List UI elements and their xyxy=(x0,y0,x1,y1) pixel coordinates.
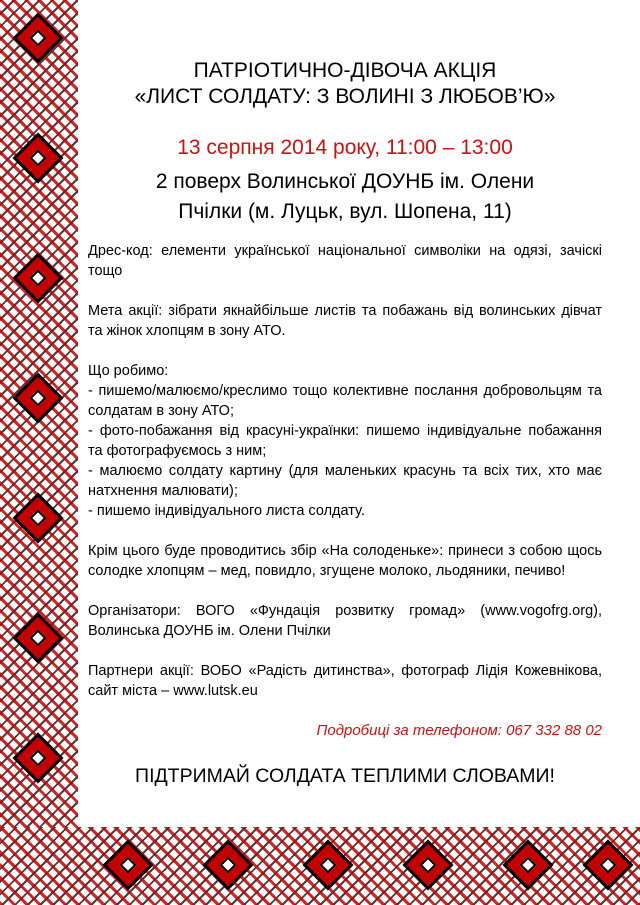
slogan: ПІДТРИМАЙ СОЛДАТА ТЕПЛИМИ СЛОВАМИ! xyxy=(135,765,555,787)
embroidery-motif xyxy=(13,253,64,304)
embroidery-motif xyxy=(13,733,64,784)
organizers-text: Організатори: ВОГО «Фундація розвитку громад» (www.vogofrg.org), Волинська ДОУНБ ім. Олени Пчілки xyxy=(88,603,602,639)
collection-text: Крім цього буде проводитись збір «На солоденьке»: принеси з собою щось солодке хлопцям – мед, повидло, згущене молоко, льодяники, печиво! xyxy=(88,543,602,579)
title-line-1: ПАТРІОТИЧНО-ДІВОЧА АКЦІЯ xyxy=(193,59,497,82)
embroidery-motif xyxy=(13,493,64,544)
poster-title xyxy=(88,58,602,110)
embroidery-border-left xyxy=(0,0,78,905)
title-line-2: «ЛИСТ СОЛДАТУ: З ВОЛИНІ З ЛЮБОВ’Ю» xyxy=(134,85,556,108)
embroidery-motif xyxy=(583,840,634,891)
embroidery-motif xyxy=(203,840,254,891)
embroidery-motif xyxy=(13,133,64,184)
list-item: - пишемо/малюємо/креслимо тощо колективне послання добровольцям та солдатам в зону АТО; xyxy=(88,383,602,419)
activities-heading: Що робимо: xyxy=(88,363,169,379)
list-item: - фото-побажання від красуні-українки: пишемо індивідуальне побажання та фотографуємось з ним; xyxy=(88,423,602,459)
embroidery-motif xyxy=(13,613,64,664)
event-venue xyxy=(88,167,602,227)
activities-list xyxy=(88,381,602,521)
embroidery-motif xyxy=(303,840,354,891)
embroidery-motif xyxy=(103,840,154,891)
list-item: - пишемо індивідуального листа солдату. xyxy=(88,503,365,519)
embroidery-motif xyxy=(13,13,64,64)
partners-text: Партнери акції: ВОБО «Радість дитинства», фотограф Лідія Кожевнікова, сайт міста – www.lutsk.eu xyxy=(88,663,602,699)
poster-content xyxy=(88,58,602,789)
embroidery-border-bottom xyxy=(0,827,640,905)
event-date-time: 13 серпня 2014 року, 11:00 – 13:00 xyxy=(177,136,513,159)
embroidery-motif xyxy=(503,840,554,891)
embroidery-motif xyxy=(403,840,454,891)
list-item: - малюємо солдату картину (для маленьких красунь та всіх тих, хто має натхнення малювати); xyxy=(88,463,602,499)
goal-text: Мета акції: зібрати якнайбільше листів та побажань від волинських дівчат та жінок хлопцям в зону АТО. xyxy=(88,303,602,339)
phone-info: Подробиці за телефоном: 067 332 88 02 xyxy=(316,722,602,739)
venue-line-2: Пчілки (м. Луцьк, вул. Шопена, 11) xyxy=(178,200,512,223)
embroidery-motif xyxy=(13,373,64,424)
dress-code-text: Дрес-код: елементи української національної символіки на одязі, зачіскі тощо xyxy=(88,243,602,279)
venue-line-1: 2 поверх Волинської ДОУНБ ім. Олени xyxy=(155,170,535,193)
activities-section xyxy=(88,361,602,521)
